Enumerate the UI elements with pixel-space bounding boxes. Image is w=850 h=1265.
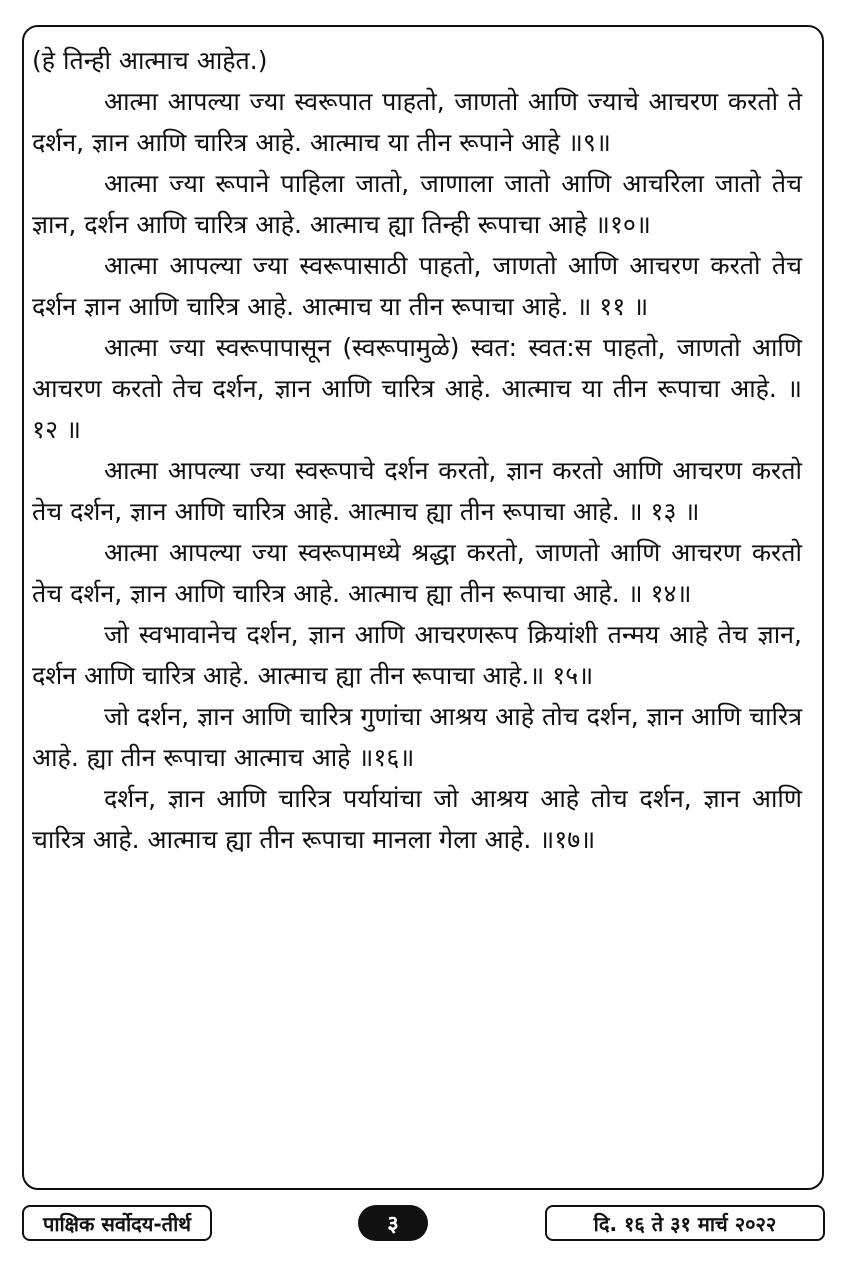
publication-name: पाक्षिक सर्वोदय-तीर्थ	[22, 1205, 212, 1241]
verse-10: आत्मा ज्या रूपाने पाहिला जातो, जाणाला जातो आणि आचरिला जातो तेच ज्ञान, दर्शन आणि चारित्र आहे. आत्माच ह्या तिन्ही रूपाचा आहे ॥१०॥	[32, 169, 802, 239]
verse-14: आत्मा आपल्या ज्या स्वरूपामध्ये श्रद्धा करतो, जाणतो आणि आचरण करतो तेच दर्शन, ज्ञान आणि चारित्र आहे. आत्माच ह्या तीन रूपाचा आहे. ॥ १४॥	[32, 538, 802, 608]
page-number: ३	[358, 1205, 428, 1241]
verse-9: आत्मा आपल्या ज्या स्वरूपात पाहतो, जाणतो आणि ज्याचे आचरण करतो ते दर्शन, ज्ञान आणि चारित्र आहे. आत्माच या तीन रूपाने आहे ॥९॥	[32, 87, 802, 157]
verse-16: जो दर्शन, ज्ञान आणि चारित्र गुणांचा आश्रय आहे तोच दर्शन, ज्ञान आणि चारित्र आहे. ह्या तीन रूपाचा आत्माच आहे ॥१६॥	[32, 702, 802, 772]
verse-13: आत्मा आपल्या ज्या स्वरूपाचे दर्शन करतो, ज्ञान करतो आणि आचरण करतो तेच दर्शन, ज्ञान आणि चारित्र आहे. आत्माच ह्या तीन रूपाचा आहे. ॥ १३ ॥	[32, 456, 802, 526]
issue-date: दि. १६ ते ३१ मार्च २०२२	[545, 1205, 825, 1241]
verse-15: जो स्वभावानेच दर्शन, ज्ञान आणि आचरणरूप क्रियांशी तन्मय आहे तेच ज्ञान, दर्शन आणि चारित्र आहे. आत्माच ह्या तीन रूपाचा आहे.॥ १५॥	[32, 620, 802, 690]
intro-line: (हे तिन्ही आत्माच आहेत.)	[32, 46, 268, 75]
verse-12: आत्मा ज्या स्वरूपापासून (स्वरूपामुळे) स्वत: स्वत:स पाहतो, जाणतो आणि आचरण करतो तेच दर्शन, ज्ञान आणि चारित्र आहे. आत्माच या तीन रूपाचा आहे. ॥ १२ ॥	[32, 333, 802, 444]
verse-11: आत्मा आपल्या ज्या स्वरूपासाठी पाहतो, जाणतो आणि आचरण करतो तेच दर्शन ज्ञान आणि चारित्र आहे. आत्माच या तीन रूपाचा आहे. ॥ ११ ॥	[32, 251, 802, 321]
page-body	[32, 40, 802, 860]
verse-17: दर्शन, ज्ञान आणि चारित्र पर्यायांचा जो आश्रय आहे तोच दर्शन, ज्ञान आणि चारित्र आहे. आत्माच ह्या तीन रूपाचा मानला गेला आहे. ॥१७॥	[32, 784, 802, 854]
